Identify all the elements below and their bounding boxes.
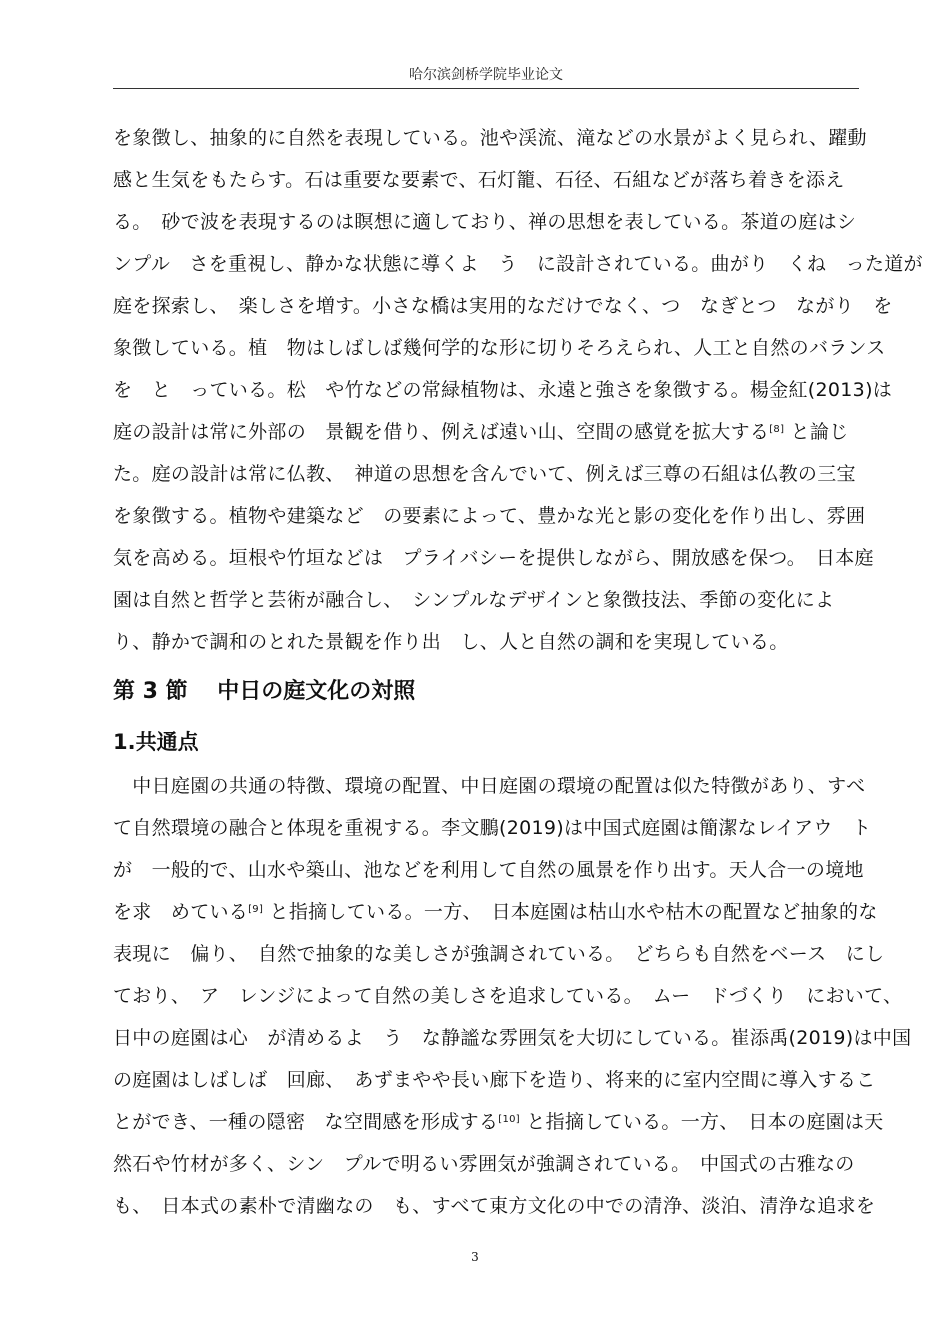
body-line: 園は自然と哲学と芸術が融合し、 シンプルなデザインと象徴技法、季節の変化によ xyxy=(113,589,835,611)
body-text: と指摘している。一方、 日本の庭園は天 xyxy=(519,1111,884,1133)
body-line: た。庭の設計は常に仏教、 神道の思想を含んでいて、例えば三尊の石組は仏教の三宝 xyxy=(113,463,856,485)
body-line: ンプル さを重視し、静かな状態に導くよ う に設計されている。曲がり くね った道が xyxy=(113,253,923,275)
body-text: を求 めている xyxy=(113,901,249,923)
body-line: 象徴している。植 物はしばしば幾何学的な形に切りそろえられ、人工と自然のバランス xyxy=(113,337,886,359)
body-line: 日中の庭園は心 が清めるよ う な静謐な雰囲気を大切にしている。崔添禹(2019)は中国 xyxy=(113,1027,912,1049)
body-line: 中日庭園の共通の特徴、環境の配置、中日庭園の環境の配置は似た特徴があり、すべ xyxy=(113,775,866,797)
citation-ref: [10] xyxy=(498,1114,520,1125)
body-line: て自然環境の融合と体現を重視する。李文鵬(2019)は中国式庭園は簡潔なレイアウ ト xyxy=(113,817,872,839)
body-line: 気を高める。垣根や竹垣などは プライバシーを提供しながら、開放感を保つ。 日本庭 xyxy=(113,547,874,569)
body-text: とができ、一種の隠密 な空間感を形成する xyxy=(113,1111,499,1133)
body-line: り、静かで調和のとれた景観を作り出 し、人と自然の調和を実現している。 xyxy=(113,631,789,653)
body-text: と指摘している。一方、 日本庭園は枯山水や枯木の配置など抽象的な xyxy=(263,901,878,923)
body-line: の庭園はしばしば 回廊、 あずまやや長い廊下を造り、将来的に室内空間に導入するこ xyxy=(113,1069,876,1091)
body-line: を象徴し、抽象的に自然を表現している。池や渓流、滝などの水景がよく見られ、躍動 xyxy=(113,127,867,149)
body-line xyxy=(113,1110,884,1134)
body-line: も、 日本式の素朴で清幽なの も、すべて東方文化の中での清浄、淡泊、清浄な追求を xyxy=(113,1195,876,1217)
subsection-heading: 1.共通点 xyxy=(113,730,199,754)
citation-ref: [8] xyxy=(769,424,785,435)
body-line: る。 砂で波を表現するのは瞑想に適しており、禅の思想を表している。茶道の庭はシ xyxy=(113,211,857,233)
body-line: を象徴する。植物や建築など の要素によって、豊かな光と影の変化を作り出し、雰囲 xyxy=(113,505,866,527)
header-divider xyxy=(113,88,859,89)
body-line: 表現に 偏り、 自然で抽象的な美しさが強調されている。 どちらも自然をベース にし xyxy=(113,943,885,965)
section-heading: 第 3 節 中日の庭文化の対照 xyxy=(113,679,416,704)
body-line: 然石や竹材が多く、シン プルで明るい雰囲気が強調されている。 中国式の古雅なの xyxy=(113,1153,855,1175)
body-line xyxy=(113,900,878,924)
body-text: 庭の設計は常に外部の 景観を借り、例えば遠い山、空間の感覚を拡大する xyxy=(113,421,770,443)
body-text: と論じ xyxy=(784,421,849,443)
running-header: 哈尔滨剑桥学院毕业论文 xyxy=(409,67,563,83)
page-number: 3 xyxy=(471,1250,479,1264)
body-line: 庭を探索し、 楽しさを増す。小さな橋は実用的なだけでなく、つ なぎとつ ながり を xyxy=(113,295,893,317)
citation-ref: [9] xyxy=(248,904,264,915)
body-line: 感と生気をもたらす。石は重要な要素で、石灯籠、石径、石組などが落ち着きを添え xyxy=(113,169,845,191)
body-line xyxy=(113,420,863,444)
body-line: が 一般的で、山水や築山、池などを利用して自然の風景を作り出す。天人合一の境地 xyxy=(113,859,864,881)
body-line: を と っている。松 や竹などの常緑植物は、永遠と強さを象徴する。楊金紅(2013)は xyxy=(113,379,893,401)
body-line: ており、 ア レンジによって自然の美しさを追求している。 ムー ドづくり において、 xyxy=(113,985,903,1007)
